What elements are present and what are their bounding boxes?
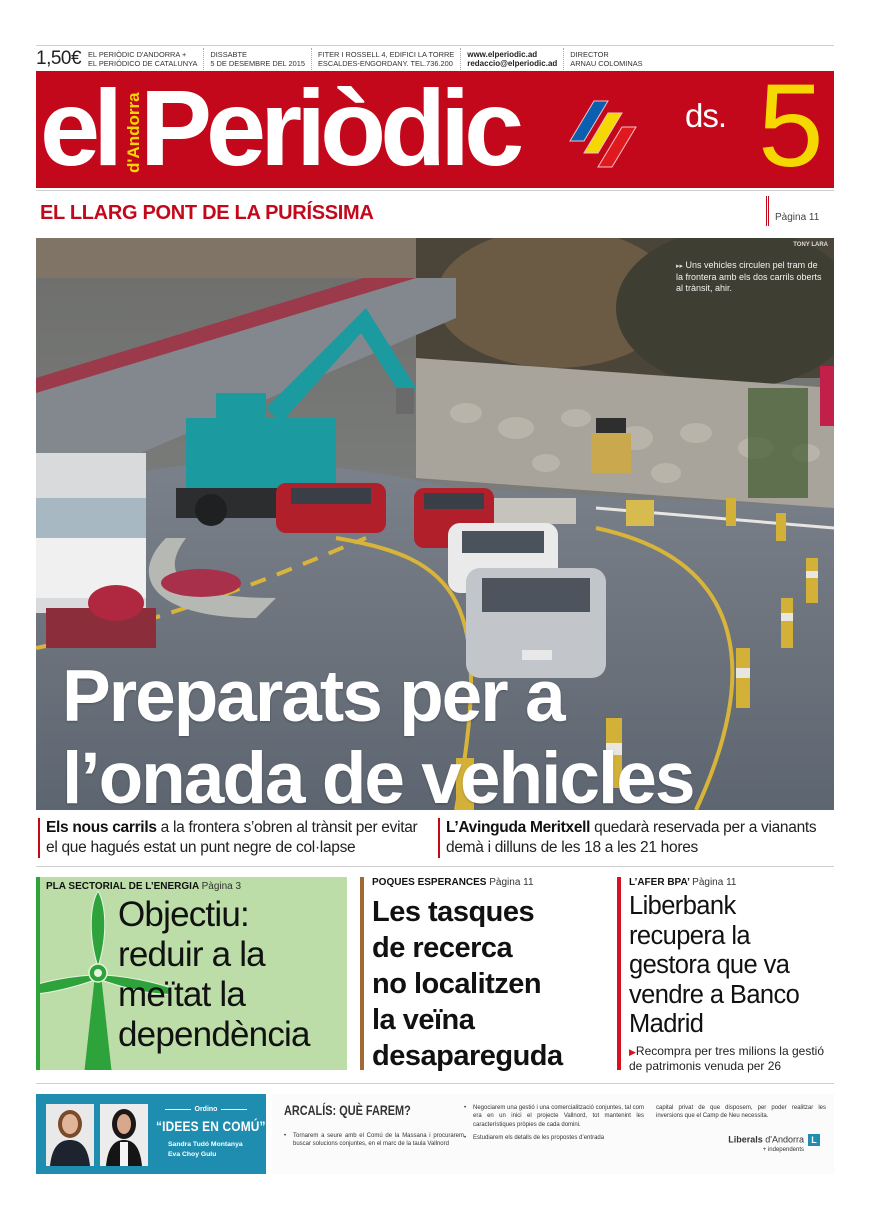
headline-line: Madrid <box>629 1010 704 1038</box>
sublead-meritxell[interactable] <box>438 818 818 858</box>
weekday-abbr: ds. <box>685 97 727 134</box>
ad-title: “IDEES EN COMÚ” <box>156 1118 266 1134</box>
headline-line: la veïna <box>372 1004 475 1036</box>
headline-line: gestora que va <box>629 951 790 979</box>
logo-periodic: Periòdic <box>140 71 519 188</box>
editions-info <box>86 48 203 70</box>
address-info <box>311 48 460 70</box>
masthead <box>36 71 834 188</box>
ad-column <box>284 1132 464 1154</box>
section-title: EL LLARG PONT DE LA PURÍSSIMA <box>40 202 374 224</box>
director-label: DIRECTOR <box>570 49 609 59</box>
sublead-text: a la frontera s’obren al trànsit per evitar el que hagués estat un punt negre de col·lapse <box>46 819 418 856</box>
website-link[interactable]: www.elperiodic.ad <box>467 49 538 59</box>
sublead-bold: L’Avinguda Meritxell <box>446 819 591 836</box>
story-search[interactable] <box>360 877 600 1070</box>
story-bank[interactable] <box>617 877 837 1073</box>
headline-line: meïtat la <box>118 975 246 1014</box>
page-reference[interactable]: Pàgina 11 <box>489 877 534 888</box>
kicker-label: PLA SECTORIAL DE L’ENERGIA <box>46 881 199 892</box>
subhead-text: Recompra per tres milions la gestió de patrimonis venuda per 26 <box>629 1043 824 1073</box>
page-reference[interactable]: Pàgina 3 <box>201 881 242 892</box>
logo-andorra-text: d'Andorra <box>124 92 143 173</box>
headline-line: vendre a Banco <box>629 980 800 1009</box>
ad-title: ARCALÍS: QUÈ FAREM? <box>284 1102 411 1118</box>
main-headline[interactable] <box>62 656 693 810</box>
continuation-text: capital privat de que disposem, per poder realitzar les inversions que el Camp de Neu necessita. <box>656 1105 826 1120</box>
logo-subtitle: + independents <box>762 1147 804 1153</box>
info-strip <box>36 45 834 71</box>
headline-line: Objectiu: <box>118 895 249 934</box>
logo-el: el <box>40 71 117 188</box>
liberals-l-icon: L <box>808 1134 820 1146</box>
ad-column <box>464 1104 644 1148</box>
sublead-bold: Els nous carrils <box>46 819 157 836</box>
kicker-label: L’AFER BPA’ <box>629 877 690 888</box>
story-kicker <box>372 877 600 888</box>
date-info <box>203 48 311 70</box>
headline-line: Liberbank <box>629 892 736 920</box>
hero-photo <box>36 238 834 810</box>
headline-line: Preparats per a <box>62 656 564 737</box>
story-headline <box>118 895 310 1055</box>
logo-text: d'Andorra <box>762 1134 804 1145</box>
contact-info <box>460 48 563 70</box>
photo-credit: TONY LARA <box>793 242 828 248</box>
story-kicker <box>629 877 837 888</box>
divider <box>36 1083 834 1084</box>
story-subhead <box>629 1044 837 1073</box>
headline-line: no localitzen <box>372 968 542 1000</box>
story-energy[interactable] <box>36 877 347 1070</box>
person-image <box>46 1104 94 1166</box>
story-headline <box>372 894 600 1074</box>
bullet-item: • Negociarem una gestió i una comercialització conjuntes, tal com era en un inici el projecte Vallnord, tot mantenint les característiques pròpies de cada domini. <box>464 1104 644 1129</box>
caption-text: Uns vehicles circulen pel tram de la frontera amb els dos carrils oberts al trànsit, ahir. <box>676 260 822 293</box>
headline-line: de recerca <box>372 932 513 964</box>
day-number: 5 <box>758 71 824 188</box>
flag-stripes-icon <box>564 99 638 171</box>
weekday: DISSABTE <box>210 49 247 59</box>
logo-name <box>728 1134 820 1146</box>
caption-arrows-icon: ▸▸ <box>676 263 684 270</box>
kicker-label: POQUES ESPERANCES <box>372 877 487 888</box>
story-headline <box>629 892 837 1040</box>
ad-liberals[interactable] <box>272 1094 834 1174</box>
edition-line: EL PERIÓDICO DE CATALUNYA <box>88 58 198 68</box>
full-date: 5 DE DESEMBRE DEL 2015 <box>210 58 305 68</box>
bullet-item: • Estudiarem els detalls de les propostes d’entrada <box>464 1134 644 1142</box>
page-reference[interactable]: Pàgina 11 <box>766 196 819 226</box>
logo-bold: Liberals <box>728 1134 763 1145</box>
divider <box>36 866 834 867</box>
triangle-bullet-icon: ▶ <box>629 1046 636 1057</box>
headline-line: reduir a la <box>118 935 265 974</box>
ad-names <box>168 1140 243 1160</box>
director-name: ARNAU COLOMINAS <box>570 58 643 68</box>
headline-line: l’onada de vehicles <box>62 738 694 810</box>
page-reference[interactable]: Pàgina 11 <box>692 877 737 888</box>
price: 1,50€ <box>36 47 82 69</box>
person-name: Eva Choy Gulu <box>168 1151 217 1158</box>
address-line: ESCALDES-ENGORDANY. TEL.736.200 <box>318 58 453 68</box>
headline-line: dependència <box>118 1015 310 1054</box>
portrait-photo <box>100 1104 148 1166</box>
story-kicker <box>46 881 241 892</box>
director-info <box>563 48 648 70</box>
person-name: Sandra Tudó Montanya <box>168 1141 243 1148</box>
bullet-item: • Tornarem a seure amb el Comú de la Massana i procurarem buscar solucions conjuntes, en el marc de la taula Vallnord <box>284 1132 464 1149</box>
email-link[interactable]: redaccio@elperiodic.ad <box>467 58 558 68</box>
person-image <box>100 1104 148 1166</box>
address-line: FITER I ROSSELL 4, EDIFICI LA TORRE <box>318 49 455 59</box>
ad-column <box>656 1104 826 1121</box>
headline-line: desapareguda <box>372 1040 563 1072</box>
divider <box>36 190 834 191</box>
ad-place: Ordino <box>154 1106 258 1113</box>
ad-idees-en-comu[interactable] <box>36 1094 266 1174</box>
sublead-text: quedarà reservada per a vianants demà i dilluns de les 18 a les 21 hores <box>446 819 817 856</box>
edition-line: EL PERIÒDIC D'ANDORRA + <box>88 49 187 59</box>
portrait-photo <box>46 1104 94 1166</box>
headline-line: Les tasques <box>372 896 535 928</box>
headline-line: recupera la <box>629 921 750 950</box>
sublead-new-lanes[interactable] <box>38 818 418 858</box>
photo-caption <box>676 260 826 294</box>
liberals-logo <box>728 1134 820 1154</box>
